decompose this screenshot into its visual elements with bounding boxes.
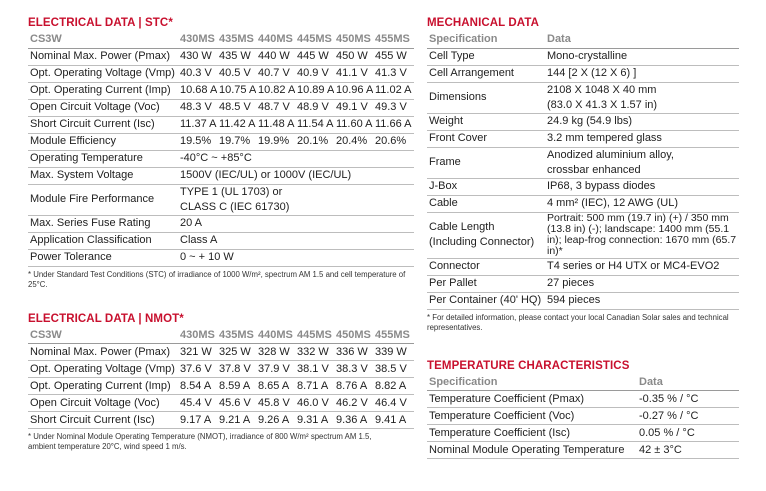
- row-label: Opt. Operating Voltage (Vmp): [28, 65, 178, 82]
- cell-value: 41.1 V: [334, 65, 373, 82]
- mechanical-header-row: [427, 32, 739, 48]
- table-row: [427, 275, 739, 292]
- table-row: [28, 395, 414, 412]
- row-label: Front Cover: [427, 130, 545, 147]
- temperature-header-data: Data: [637, 375, 739, 391]
- row-label: Nominal Module Operating Temperature: [427, 442, 637, 459]
- cell-value: 48.5 V: [217, 99, 256, 116]
- cell-value: 3.2 mm tempered glass: [545, 130, 739, 147]
- temperature-header-row: [427, 375, 739, 391]
- row-label: Cell Type: [427, 48, 545, 65]
- cell-value: 8.59 A: [217, 378, 256, 395]
- table-row: [28, 99, 414, 116]
- cell-value: 8.76 A: [334, 378, 373, 395]
- nmot-model-1: 430MS: [178, 328, 217, 344]
- table-row: [28, 82, 414, 99]
- row-label: Per Pallet: [427, 275, 545, 292]
- row-label: Power Tolerance: [28, 249, 178, 266]
- stc-model-4: 445MS: [295, 32, 334, 48]
- cell-value: 49.3 V: [373, 99, 414, 116]
- cell-value: 45.4 V: [178, 395, 217, 412]
- table-row: [28, 344, 414, 361]
- fire-performance-line-2: CLASS C (IEC 61730): [180, 200, 290, 213]
- table-row: [28, 412, 414, 429]
- cell-value: Portrait: 500 mm (19.7 in) (+) / 350 mm (13.8 in) (-); landscape: 1400 mm (55.1 in); leap-frog connection: 1670 mm (65.7 in)*: [545, 212, 739, 258]
- nmot-footnote-line-1: * Under Nominal Module Operating Temperature (NMOT), irradiance of 800 W/m² spectrum AM 1.5,: [28, 432, 372, 441]
- cell-value: 445 W: [295, 48, 334, 65]
- cell-value: -0.35 % / °C: [637, 391, 739, 408]
- dimensions-line-2: (83.0 X 41.3 X 1.57 in): [547, 98, 658, 111]
- cell-value: 430 W: [178, 48, 217, 65]
- table-row: [427, 65, 739, 82]
- temperature-header-spec: Specification: [427, 375, 637, 391]
- cell-value: 9.31 A: [295, 412, 334, 429]
- table-row: [28, 150, 414, 167]
- cell-value: 20 A: [178, 215, 414, 232]
- row-label: [427, 212, 545, 258]
- cell-value: 435 W: [217, 48, 256, 65]
- cell-value: 11.54 A: [295, 116, 334, 133]
- mechanical-header-data: Data: [545, 32, 739, 48]
- row-label: Nominal Max. Power (Pmax): [28, 344, 178, 361]
- nmot-model-4: 445MS: [295, 328, 334, 344]
- nmot-model-label: CS3W: [28, 328, 178, 344]
- row-label: Short Circuit Current (Isc): [28, 412, 178, 429]
- cell-value: 42 ± 3°C: [637, 442, 739, 459]
- row-label: Opt. Operating Voltage (Vmp): [28, 361, 178, 378]
- cell-value: 0.05 % / °C: [637, 425, 739, 442]
- cell-value: 9.17 A: [178, 412, 217, 429]
- cell-value: 20.6%: [373, 133, 414, 150]
- table-row: [427, 82, 739, 113]
- cell-value: 40.7 V: [256, 65, 295, 82]
- table-row: [427, 292, 739, 309]
- cell-value: 46.0 V: [295, 395, 334, 412]
- table-row: [28, 232, 414, 249]
- row-label: Connector: [427, 258, 545, 275]
- cell-value: 4 mm² (IEC), 12 AWG (UL): [545, 195, 739, 212]
- frame-line-2: crossbar enhanced: [547, 163, 641, 176]
- table-row: [427, 442, 739, 459]
- cell-value: 321 W: [178, 344, 217, 361]
- table-row: [28, 167, 414, 184]
- row-label: Module Efficiency: [28, 133, 178, 150]
- row-label: Cable: [427, 195, 545, 212]
- row-label: Open Circuit Voltage (Voc): [28, 99, 178, 116]
- nmot-model-2: 435MS: [217, 328, 256, 344]
- cell-value: 10.75 A: [217, 82, 256, 99]
- table-row: [427, 195, 739, 212]
- cell-value: [178, 184, 414, 215]
- cell-value: Mono-crystalline: [545, 48, 739, 65]
- dimensions-line-1: 2108 X 1048 X 40 mm: [547, 83, 657, 96]
- cell-value: 336 W: [334, 344, 373, 361]
- cable-length-label-1: Cable Length: [429, 221, 495, 233]
- cell-value: 339 W: [373, 344, 414, 361]
- cell-value: 328 W: [256, 344, 295, 361]
- nmot-model-5: 450MS: [334, 328, 373, 344]
- cell-value: 325 W: [217, 344, 256, 361]
- row-label: Application Classification: [28, 232, 178, 249]
- cell-value: 38.5 V: [373, 361, 414, 378]
- mechanical-section-title: MECHANICAL DATA: [427, 17, 540, 29]
- row-label: Operating Temperature: [28, 150, 178, 167]
- row-label: Nominal Max. Power (Pmax): [28, 48, 178, 65]
- cell-value: 10.96 A: [334, 82, 373, 99]
- left-column: [28, 14, 414, 452]
- cell-value: 1500V (IEC/UL) or 1000V (IEC/UL): [178, 167, 414, 184]
- nmot-model-6: 455MS: [373, 328, 414, 344]
- cell-value: 11.42 A: [217, 116, 256, 133]
- cell-value: T4 series or H4 UTX or MC4-EVO2: [545, 258, 739, 275]
- temperature-section-title: TEMPERATURE CHARACTERISTICS: [427, 359, 630, 372]
- nmot-footnote: [28, 432, 414, 452]
- cell-value: 10.68 A: [178, 82, 217, 99]
- cell-value: 144 [2 X (12 X 6) ]: [545, 65, 739, 82]
- nmot-section-title: ELECTRICAL DATA | NMOT*: [28, 312, 184, 325]
- table-row: [28, 133, 414, 150]
- row-label: Max. Series Fuse Rating: [28, 215, 178, 232]
- cell-value: 24.9 kg (54.9 lbs): [545, 113, 739, 130]
- cell-value: 45.8 V: [256, 395, 295, 412]
- table-row: [28, 184, 414, 215]
- row-label: Cell Arrangement: [427, 65, 545, 82]
- row-label: Max. System Voltage: [28, 167, 178, 184]
- cell-value: 440 W: [256, 48, 295, 65]
- cell-value: 49.1 V: [334, 99, 373, 116]
- row-label: Frame: [427, 147, 545, 178]
- cell-value: 9.36 A: [334, 412, 373, 429]
- cell-value: 19.7%: [217, 133, 256, 150]
- stc-model-label: CS3W: [28, 32, 178, 48]
- cell-value: 11.60 A: [334, 116, 373, 133]
- cell-value: 38.1 V: [295, 361, 334, 378]
- row-label: Opt. Operating Current (Imp): [28, 82, 178, 99]
- stc-model-5: 450MS: [334, 32, 373, 48]
- row-label: Temperature Coefficient (Isc): [427, 425, 637, 442]
- row-label: Per Container (40' HQ): [427, 292, 545, 309]
- cell-value: 45.6 V: [217, 395, 256, 412]
- row-label: Open Circuit Voltage (Voc): [28, 395, 178, 412]
- cell-value: 8.65 A: [256, 378, 295, 395]
- stc-footnote: * Under Standard Test Conditions (STC) of irradiance of 1000 W/m², spectrum AM 1.5 and cell temperature of 25°C.: [28, 269, 406, 289]
- cell-value: 40.9 V: [295, 65, 334, 82]
- row-label: Temperature Coefficient (Pmax): [427, 391, 637, 408]
- cell-value: 8.71 A: [295, 378, 334, 395]
- stc-model-1: 430MS: [178, 32, 217, 48]
- table-row: [28, 65, 414, 82]
- cell-value: 19.5%: [178, 133, 217, 150]
- cell-value: 450 W: [334, 48, 373, 65]
- table-row: [427, 178, 739, 195]
- cell-value: 10.82 A: [256, 82, 295, 99]
- table-row: [28, 361, 414, 378]
- stc-section-title: ELECTRICAL DATA | STC*: [28, 17, 173, 29]
- cell-value: 11.02 A: [373, 82, 414, 99]
- cell-value: 48.3 V: [178, 99, 217, 116]
- table-row: [427, 391, 739, 408]
- stc-model-2: 435MS: [217, 32, 256, 48]
- cell-value: 48.7 V: [256, 99, 295, 116]
- cell-value: 27 pieces: [545, 275, 739, 292]
- cell-value: 11.48 A: [256, 116, 295, 133]
- cell-value: 594 pieces: [545, 292, 739, 309]
- cell-value: 46.2 V: [334, 395, 373, 412]
- cell-value: 38.3 V: [334, 361, 373, 378]
- cell-value: 8.82 A: [373, 378, 414, 395]
- mechanical-table: [427, 32, 739, 310]
- right-column: [427, 14, 739, 459]
- cell-value: 20.4%: [334, 133, 373, 150]
- table-row: [427, 147, 739, 178]
- cell-value: 9.21 A: [217, 412, 256, 429]
- row-label: Opt. Operating Current (Imp): [28, 378, 178, 395]
- cell-value: 40.3 V: [178, 65, 217, 82]
- table-row: [28, 215, 414, 232]
- cell-value: 0 ~ + 10 W: [178, 249, 414, 266]
- row-label: Module Fire Performance: [28, 184, 178, 215]
- stc-table: [28, 32, 414, 267]
- table-row: [427, 113, 739, 130]
- cell-value: 37.9 V: [256, 361, 295, 378]
- mechanical-footnote: * For detailed information, please contact your local Canadian Solar sales and technical representatives.: [427, 312, 729, 332]
- table-row: [28, 378, 414, 395]
- cell-value: -40°C ~ +85°C: [178, 150, 414, 167]
- fire-performance-line-1: TYPE 1 (UL 1703) or: [180, 185, 283, 198]
- cell-value: 11.37 A: [178, 116, 217, 133]
- stc-model-6: 455MS: [373, 32, 414, 48]
- table-row: [427, 258, 739, 275]
- nmot-header-row: [28, 328, 414, 344]
- cell-value: 20.1%: [295, 133, 334, 150]
- cell-value: 40.5 V: [217, 65, 256, 82]
- mechanical-header-spec: Specification: [427, 32, 545, 48]
- cable-length-label-2: (Including Connector): [429, 236, 535, 248]
- cell-value: 9.41 A: [373, 412, 414, 429]
- cell-value: 37.6 V: [178, 361, 217, 378]
- cell-value: 8.54 A: [178, 378, 217, 395]
- cell-value: 9.26 A: [256, 412, 295, 429]
- cell-value: 332 W: [295, 344, 334, 361]
- cell-value: 37.8 V: [217, 361, 256, 378]
- cell-value: 46.4 V: [373, 395, 414, 412]
- table-row: [427, 425, 739, 442]
- row-label: J-Box: [427, 178, 545, 195]
- cell-value: 11.66 A: [373, 116, 414, 133]
- cell-value: 455 W: [373, 48, 414, 65]
- frame-line-1: Anodized aluminium alloy,: [547, 148, 674, 161]
- cell-value: -0.27 % / °C: [637, 408, 739, 425]
- cell-value: 10.89 A: [295, 82, 334, 99]
- table-row: [427, 130, 739, 147]
- nmot-table: [28, 328, 414, 430]
- stc-model-3: 440MS: [256, 32, 295, 48]
- table-row: [28, 48, 414, 65]
- cell-value: IP68, 3 bypass diodes: [545, 178, 739, 195]
- stc-header-row: [28, 32, 414, 48]
- nmot-model-3: 440MS: [256, 328, 295, 344]
- table-row: [28, 249, 414, 266]
- table-row: [28, 116, 414, 133]
- nmot-footnote-line-2: ambient temperature 20°C, wind speed 1 m/s.: [28, 442, 187, 451]
- table-row: [427, 212, 739, 258]
- row-label: Short Circuit Current (Isc): [28, 116, 178, 133]
- row-label: Dimensions: [427, 82, 545, 113]
- cell-value: Class A: [178, 232, 414, 249]
- cell-value: [545, 147, 739, 178]
- row-label: Weight: [427, 113, 545, 130]
- table-row: [427, 48, 739, 65]
- temperature-table: [427, 375, 739, 460]
- cell-value: 19.9%: [256, 133, 295, 150]
- table-row: [427, 408, 739, 425]
- cell-value: 41.3 V: [373, 65, 414, 82]
- row-label: Temperature Coefficient (Voc): [427, 408, 637, 425]
- cell-value: [545, 82, 739, 113]
- cell-value: 48.9 V: [295, 99, 334, 116]
